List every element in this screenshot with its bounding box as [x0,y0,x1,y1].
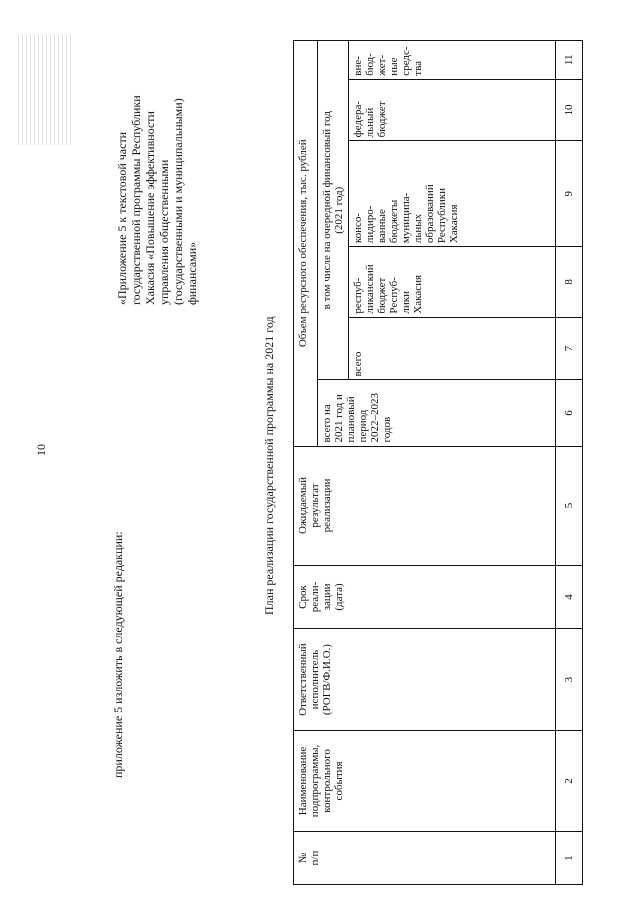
intro-text: приложение 5 изложить в следующей редакции: [111,531,125,778]
header-num: № п/п [294,832,556,885]
col-number: 2 [556,730,583,831]
appendix-heading: «Приложение 5 к текстовой части государственной программы Республики Хакасия «Повышение эффективности управления общественными (государственными и муниципальными) финансами» [115,95,199,305]
header-including: в том числе на очередной финансовый год (2021 год) [318,41,349,380]
col-number: 11 [556,41,583,80]
header-total: всего на 2021 год и плановый период 2022–2023 годов [318,380,556,446]
header-all: всего [349,317,556,380]
header-extrabudgetary: вне- бюд- жет- ные средс- тва [349,41,556,80]
header-responsible: Ответственный исполнитель (РОГВ/Ф.И.О.) [294,629,556,730]
col-number: 9 [556,141,583,247]
plan-table [293,40,583,885]
header-result: Ожидаемый результат реализации [294,446,556,565]
col-number: 7 [556,317,583,380]
col-number: 1 [556,832,583,885]
header-volume: Объем ресурсного обеспечения, тыс. рублей [294,41,318,447]
header-term: Срок реали- зации (дата) [294,565,556,629]
col-number: 8 [556,247,583,318]
col-number: 10 [556,79,583,141]
col-number: 6 [556,380,583,446]
header-federal-budget: федера- льный бюджет [349,79,556,141]
header-consolidated-budgets: консо- лидиро- ванные бюджеты муниципа- льных образований Республики Хакасия [349,141,556,247]
col-number: 3 [556,629,583,730]
page-number: 10 [34,444,48,456]
header-republic-budget: респуб- ликанский бюджет Респуб- лики Хакасия [349,247,556,318]
col-number: 5 [556,446,583,565]
plan-title: План реализации государственной программы на 2021 год [262,316,276,615]
column-number-row [556,41,583,885]
col-number: 4 [556,565,583,629]
header-name: Наименование подпрограммы, контрольного события [294,730,556,831]
